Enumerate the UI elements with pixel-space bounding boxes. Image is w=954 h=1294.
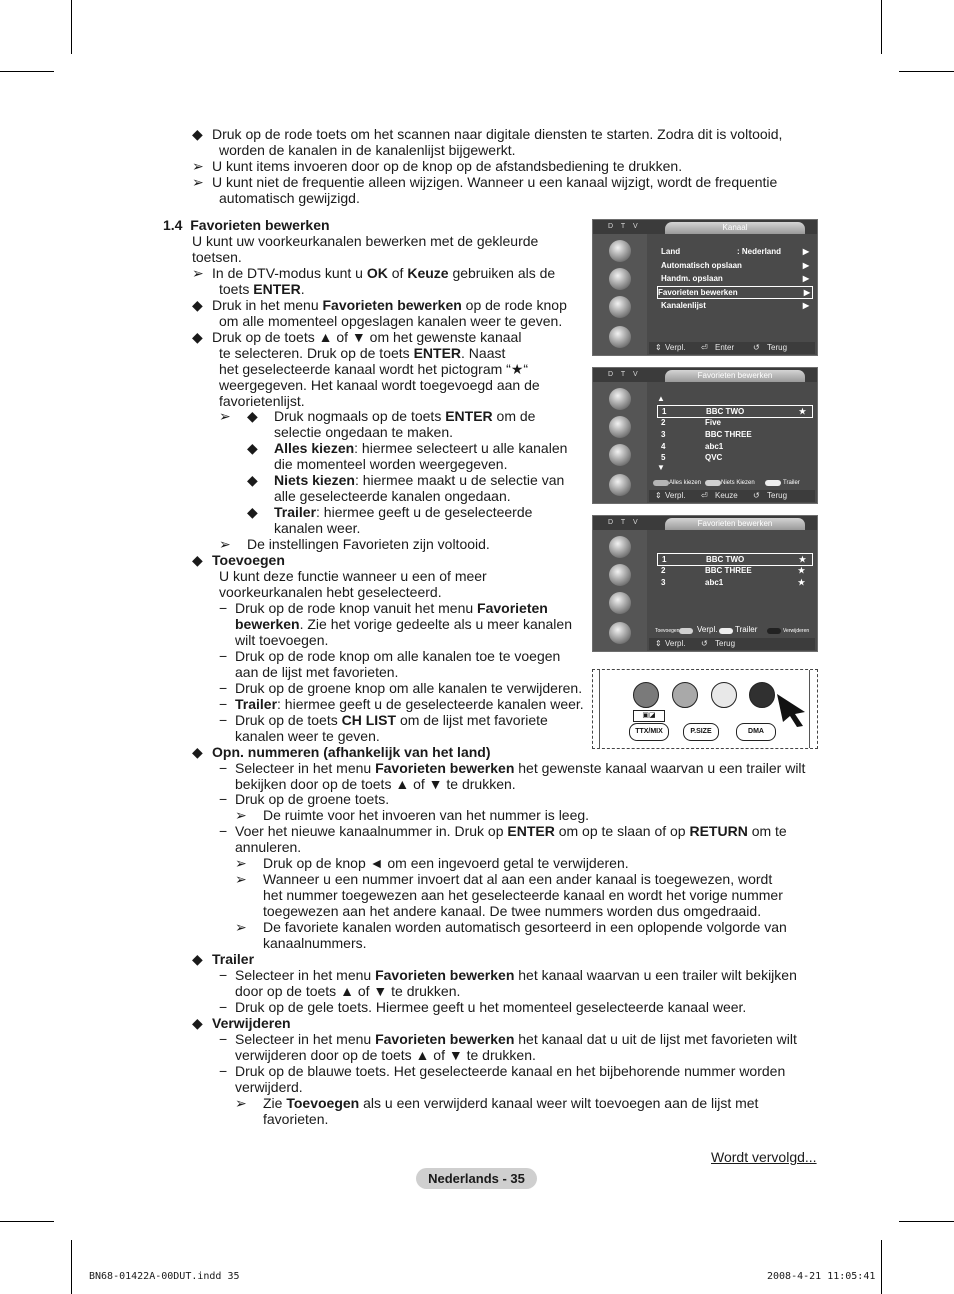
sub-note: ➢ De instellingen Favorieten zijn voltooid. [219, 536, 490, 552]
section-heading: 1.4 Favorieten bewerken [163, 217, 330, 233]
note-dtv: toets ENTER. [219, 281, 305, 297]
blue-button[interactable] [749, 682, 775, 708]
trailer-dash: − Selecteer in het menu Favorieten bewerken het kanaal waarvan u een trailer wilt bekijken [219, 967, 797, 983]
opn-dash: − Druk op de groene toets. [219, 791, 390, 807]
nav-select: Keuze [715, 491, 738, 500]
crop-mark [0, 71, 54, 72]
picture-icon[interactable] [609, 240, 631, 262]
nav-move: Verpl. [665, 343, 686, 352]
menu-item-edit-favorites[interactable]: Favorieten bewerken ▶ [657, 286, 813, 299]
bullet-menu: ◆ Druk in het menu Favorieten bewerken op de rode knop [192, 297, 567, 313]
sub-note: selectie ongedaan te maken. [274, 424, 454, 440]
nav-enter: Enter [715, 343, 735, 352]
menu-item-channel-list[interactable]: Kanalenlijst ▶ [661, 301, 809, 310]
opn-note: ➢ De ruimte voor het invoeren van het nummer is leeg. [235, 807, 590, 823]
nav-back: Terug [767, 491, 788, 500]
footer-file: BN68-01422A-00DUT.indd 35 [89, 1271, 240, 1282]
scroll-up-icon[interactable]: ▲ [657, 394, 665, 403]
page-number-badge: Nederlands - 35 [416, 1168, 537, 1189]
menu-sidebar [593, 382, 647, 503]
green-button[interactable] [672, 682, 698, 708]
enter-icon: ⏎ [701, 343, 708, 352]
tv-screen-kanaal [592, 219, 818, 356]
crop-mark [881, 1240, 882, 1294]
green-button-icon [679, 628, 693, 634]
menu-tab-title: Favorieten bewerken [665, 370, 805, 382]
bullet-select: favorietenlijst. [219, 393, 305, 409]
toevoegen-dash: aan de lijst met favorieten. [235, 664, 399, 680]
opn-note: het nummer toegewezen aan het geselecteerde kanaal en wordt het vorige nummer [263, 887, 783, 903]
crop-mark [71, 1240, 72, 1294]
nav-move: Verpl. [665, 491, 686, 500]
opn-dash: annuleren. [235, 839, 302, 855]
sub-note: ➢ ◆ Druk nogmaals op de toets ENTER om de [219, 408, 536, 424]
dtv-label: D T V [608, 371, 641, 378]
blue-button-icon [767, 628, 781, 634]
menu-item-land[interactable]: Land : Nederland ▶ [661, 247, 809, 256]
enter-icon: ⏎ [701, 491, 708, 500]
menu-tab-title: Kanaal [665, 222, 805, 234]
toevoegen-dash: bewerken. Zie het vorige gedeelte als u meer kanalen [235, 616, 572, 632]
opn-note: ➢ De favoriete kanalen worden automatisch gesorteerd in een oplopende volgorde van [235, 919, 787, 935]
channel-row[interactable]: 1 BBC TWO ★ [657, 405, 813, 418]
trailer-label[interactable]: Trailer [735, 625, 758, 634]
move-icon: ⇕ [655, 491, 662, 500]
add-label[interactable]: Toevoegen [655, 628, 680, 634]
red-button[interactable] [633, 682, 659, 708]
section-intro: U kunt uw voorkeurkanalen bewerken met de gekleurde [192, 233, 539, 249]
dtv-label: D T V [608, 223, 641, 230]
select-all-label[interactable]: Alles kiezen [669, 480, 702, 486]
channel-row[interactable]: 3 abc1 ★ [661, 578, 805, 587]
pointer-arrow-icon [775, 692, 811, 728]
picture-icon[interactable] [609, 536, 631, 558]
return-icon: ↺ [753, 343, 760, 352]
remote-edge [599, 670, 600, 748]
bullet-select: weergegeven. Het kanaal wordt toegevoegd aan de [219, 377, 540, 393]
trailer-dash: − Druk op de gele toets. Hiermee geeft u het momenteel geselecteerde kanaal weer. [219, 999, 747, 1015]
sub-note: ◆ Trailer: hiermee geeft u de geselecteerde [247, 504, 533, 520]
menu-item-auto-store[interactable]: Automatisch opslaan ▶ [661, 261, 809, 270]
toevoegen-heading: ◆ Toevoegen [192, 552, 285, 568]
crop-mark [0, 1221, 54, 1222]
setup-gear-icon[interactable] [609, 444, 631, 466]
toevoegen-dash: kanalen weer te geven. [235, 728, 380, 744]
trailer-label[interactable]: Trailer [783, 480, 800, 486]
sub-note: alle geselecteerde kanalen ongedaan. [274, 488, 511, 504]
sound-icon[interactable] [609, 268, 631, 290]
opn-heading: ◆ Opn. nummeren (afhankelijk van het land) [192, 744, 491, 760]
channel-row[interactable]: 4 abc1 [661, 442, 724, 451]
trailer-heading: ◆ Trailer [192, 951, 255, 967]
bullet-menu: om alle momenteel opgeslagen kanalen weer te geven. [219, 313, 563, 329]
toevoegen-dash: − Druk op de rode knop om alle kanalen toe te voegen [219, 648, 561, 664]
opn-note: toegewezen aan het andere kanaal. De twee nummers worden dus omgedraaid. [263, 903, 762, 919]
note-dtv: ➢ In de DTV-modus kunt u OK of Keuze gebruiken als de [192, 265, 556, 281]
bullet-select: te selecteren. Druk op de toets ENTER. Naast [219, 345, 506, 361]
green-button-icon [705, 480, 721, 486]
menu-sidebar [593, 234, 647, 355]
intro-line: ➢ U kunt items invoeren door op de knop op de afstandsbediening te drukken. [192, 158, 683, 174]
opn-note: ➢ Wanneer u een nummer invoert dat al aan een ander kanaal is toegewezen, wordt [235, 871, 773, 887]
intro-line: ◆ Druk op de rode toets om het scannen naar digitale diensten te starten. Zodra dit is voltooid, [192, 126, 783, 142]
opn-dash: bekijken door op de toets ▲ of ▼ te drukken. [235, 776, 516, 792]
dma-button[interactable]: DMA [736, 723, 776, 741]
trailer-dash: door op de toets ▲ of ▼ te drukken. [235, 983, 461, 999]
opn-dash: − Selecteer in het menu Favorieten bewerken het gewenste kanaal waarvan u een trailer wilt [219, 760, 806, 776]
opn-note: ➢ Druk op de knop ◄ om een ingevoerd getal te verwijderen. [235, 855, 629, 871]
verwijderen-dash: − Druk op de blauwe toets. Het geselecteerde kanaal en het bijbehorende nummer worden [219, 1063, 786, 1079]
ttx-mix-button[interactable]: TTX/MIX [629, 723, 669, 741]
toevoegen-dash: − Druk op de rode knop vanuit het menu Favorieten [219, 600, 548, 616]
tv-screen-favorites-done [592, 515, 818, 652]
verwijderen-dash: − Selecteer in het menu Favorieten bewerken het kanaal dat u uit de lijst met favorieten wilt [219, 1031, 797, 1047]
nav-bar [649, 490, 815, 502]
sub-note: ◆ Niets kiezen: hiermee maakt u de selectie van [247, 472, 565, 488]
channel-dish-icon[interactable] [609, 622, 631, 644]
nav-move: Verpl. [665, 639, 686, 648]
p-size-button[interactable]: P.SIZE [683, 723, 719, 741]
teletext-mode-icon: ▣◪ [633, 710, 665, 722]
channel-row[interactable]: 3 BBC THREE [661, 430, 752, 439]
move-icon: ⇕ [655, 639, 662, 648]
move-icon: ⇕ [655, 343, 662, 352]
nav-back: Terug [715, 639, 736, 648]
toevoegen-dash: − Trailer: hiermee geeft u de geselecteerde kanalen weer. [219, 696, 584, 712]
toevoegen-dash: − Druk op de groene knop om alle kanalen te verwijderen. [219, 680, 583, 696]
verwijderen-note: ➢ Zie Toevoegen als u een verwijderd kanaal weer wilt toevoegen aan de lijst met [235, 1095, 759, 1111]
continued-link[interactable]: Wordt vervolgd... [711, 1149, 817, 1165]
toevoegen-text: voorkeurkanalen hebt geselecteerd. [219, 584, 442, 600]
sound-icon[interactable] [609, 564, 631, 586]
opn-note: kanaalnummers. [263, 935, 367, 951]
section-intro: toetsen. [192, 249, 242, 265]
select-none-label[interactable]: Niets Kiezen [721, 480, 755, 486]
setup-gear-icon[interactable] [609, 296, 631, 318]
menu-sidebar [593, 530, 647, 651]
bullet-select: ◆ Druk op de toets ▲ of ▼ om het gewenste kanaal [192, 329, 522, 345]
yellow-button-icon [765, 480, 781, 486]
remote-illustration [592, 669, 818, 749]
tv-screen-favorites-edit [592, 367, 818, 504]
crop-mark [881, 0, 882, 54]
intro-line: automatisch gewijzigd. [219, 190, 360, 206]
nav-back: Terug [767, 343, 788, 352]
toevoegen-text: U kunt deze functie wanneer u een of meer [219, 568, 487, 584]
menu-item-manual-store[interactable]: Handm. opslaan ▶ [661, 274, 809, 283]
crop-mark [71, 0, 72, 54]
channel-row[interactable]: 2 BBC THREE ★ [661, 566, 805, 575]
sound-icon[interactable] [609, 416, 631, 438]
sub-note: die momenteel worden weergegeven. [274, 456, 508, 472]
channel-dish-icon[interactable] [609, 474, 631, 496]
crop-mark [899, 71, 954, 72]
sub-note: kanalen weer. [274, 520, 361, 536]
nav-bar [649, 342, 815, 354]
intro-line: ➢ U kunt niet de frequentie alleen wijzigen. Wanneer u een kanaal wijzigt, wordt de frequentie [192, 174, 778, 190]
yellow-button[interactable] [711, 682, 737, 708]
dtv-label: D T V [608, 519, 641, 526]
delete-label[interactable]: Verwijderen [783, 628, 810, 634]
verwijderen-heading: ◆ Verwijderen [192, 1015, 291, 1031]
toevoegen-dash: − Druk op de toets CH LIST om de lijst met favoriete [219, 712, 548, 728]
picture-icon[interactable] [609, 388, 631, 410]
sub-note: ◆ Alles kiezen: hiermee selecteert u alle kanalen [247, 440, 568, 456]
return-icon: ↺ [753, 491, 760, 500]
nav-bar [649, 638, 815, 650]
crop-mark [899, 1221, 954, 1222]
channel-row[interactable]: 2 Five [661, 418, 722, 427]
scroll-down-icon[interactable]: ▼ [657, 463, 665, 472]
yellow-button-icon [719, 628, 733, 634]
channel-row[interactable]: 5 QVC [661, 453, 723, 462]
toevoegen-dash: wilt toevoegen. [235, 632, 329, 648]
verwijderen-note: favorieten. [263, 1111, 329, 1127]
menu-tab-title: Favorieten bewerken [665, 518, 805, 530]
return-icon: ↺ [701, 639, 708, 648]
verwijderen-dash: verwijderd. [235, 1079, 303, 1095]
move-label[interactable]: Verpl. [697, 625, 718, 634]
setup-gear-icon[interactable] [609, 592, 631, 614]
channel-dish-icon[interactable] [609, 326, 631, 348]
channel-row[interactable]: 1 BBC TWO ★ [657, 553, 813, 566]
red-button-icon [653, 480, 669, 486]
verwijderen-dash: verwijderen door op de toets ▲ of ▼ te drukken. [235, 1047, 536, 1063]
bullet-select: het geselecteerde kanaal wordt het pictogram “★“ [219, 361, 529, 377]
footer-date: 2008-4-21 11:05:41 [767, 1271, 876, 1282]
opn-dash: − Voer het nieuwe kanaalnummer in. Druk op ENTER om op te slaan of op RETURN om te [219, 823, 787, 839]
intro-line: worden de kanalen in de kanalenlijst bijgewerkt. [219, 142, 516, 158]
